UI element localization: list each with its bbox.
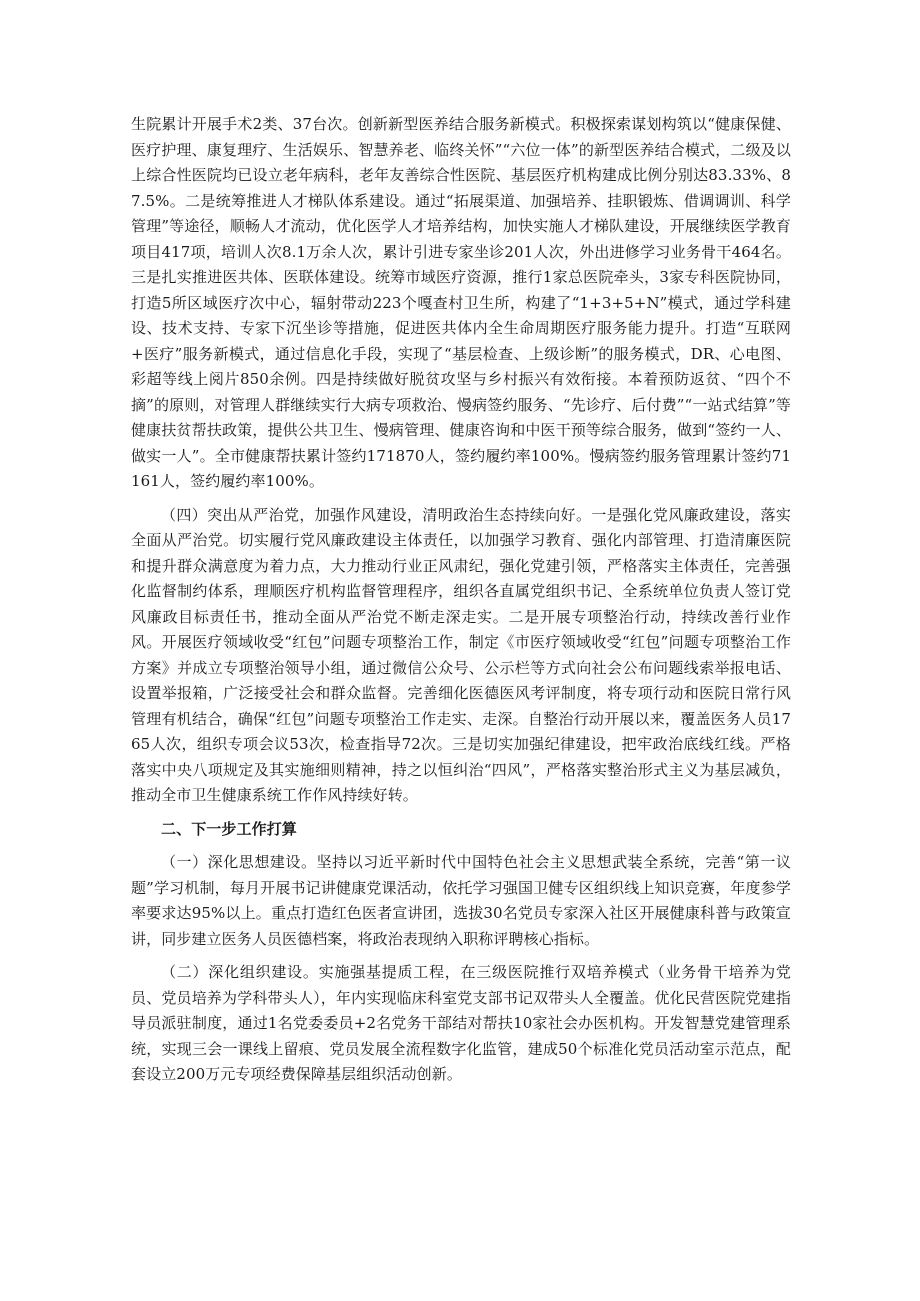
body-paragraph-4: （二）深化组织建设。实施强基提质工程，在三级医院推行双培养模式（业务骨干培养为党员、党员培养为学科带头人），年内实现临床科室党支部书记双带头人全覆盖。优化民营医院党建指导员派驻制度，通过1名党委委员+2名党务干部结对帮扶10家社会办医机构。开发智慧党建管理系统，实现三会一课线上留痕、党员发展全流程数字化监管，建成50个标准化党员活动室示范点，配套设立200万元专项经费保障基层组织活动创新。 xyxy=(131,963,791,1083)
body-paragraph-1: 生院累计开展手术2类、37台次。创新新型医养结合服务新模式。积极探索谋划构筑以“健康保健、医疗护理、康复理疗、生活娱乐、智慧养老、临终关怀”“六位一体”的新型医养结合模式，二级及以上综合性医院均已设立老年病科，老年友善综合性医院、基层医疗机构建成比例分别达83.33%、87.5%。二是统筹推进人才梯队体系建设。通过“拓展渠道、加强培养、挂职锻炼、借调调训、科学管理”等途径，顺畅人才流动，优化医学人才培养结构，加快实施人才梯队建设，开展继续医学教育项目417项，培训人次8.1万余人次，累计引进专家坐诊201人次，外出进修学习业务骨干464名。三是扎实推进医共体、医联体建设。统筹市域医疗资源，推行1家总医院牵头，3家专科医院协同，打造5所区域医疗次中心，辐射带动223个嘎查村卫生所，构建了“1+3+5+N”模式，通过学科建设、技术支持、专家下沉坐诊等措施，促进医共体内全生命周期医疗服务能力提升。打造“互联网+医疗”服务新模式，通过信息化手段，实现了“基层检查、上级诊断”的服务模式，DR、心电图、彩超等线上阅片850余例。四是持续做好脱贫攻坚与乡村振兴有效衔接。本着预防返贫、“四个不摘”的原则，对管理人群继续实行大病专项救治、慢病签约服务、“先诊疗、后付费”“一站式结算”等健康扶贫帮扶政策，提供公共卫生、慢病管理、健康咨询和中医干预等综合服务，做到“签约一人、做实一人”。全市健康帮扶累计签约171870人，签约履约率100%。慢病签约服务管理累计签约71161人，签约履约率100%。 xyxy=(131,115,791,490)
document-page xyxy=(131,112,791,1088)
body-paragraph-3: （一）深化思想建设。坚持以习近平新时代中国特色社会主义思想武装全系统，完善“第一议题”学习机制，每月开展书记讲健康党课活动，依托学习强国卫健专区组织线上知识竞赛，年度参学率要求达95%以上。重点打造红色医者宣讲团，选拔30名党员专家深入社区开展健康科普与政策宣讲，同步建立医务人员医德档案，将政治表现纳入职称评聘核心指标。 xyxy=(131,853,791,948)
body-paragraph-2: （四）突出从严治党，加强作风建设，清明政治生态持续向好。一是强化党风廉政建设，落实全面从严治党。切实履行党风廉政建设主体责任，以加强学习教育、强化内部管理、打造清廉医院和提升群众满意度为着力点，大力推动行业正风肃纪，强化党建引领，严格落实主体责任，完善强化监督制约体系，理顺医疗机构监督管理程序，组织各直属党组织书记、全系统单位负责人签订党风廉政目标责任书，推动全面从严治党不断走深走实。二是开展专项整治行动，持续改善行业作风。开展医疗领域收受“红包”问题专项整治工作，制定《市医疗领域收受“红包”问题专项整治工作方案》并成立专项整治领导小组，通过微信公众号、公示栏等方式向社会公布问题线索举报电话、设置举报箱，广泛接受社会和群众监督。完善细化医德医风考评制度，将专项行动和医院日常行风管理有机结合，确保“红包”问题专项整治工作走实、走深。自整治行动开展以来，覆盖医务人员1765人次，组织专项会议53次，检查指导72次。三是切实加强纪律建设，把牢政治底线红线。严格落实中央八项规定及其实施细则精神，持之以恒纠治“四风”，严格落实整治形式主义为基层减负，推动全市卫生健康系统工作作风持续好转。 xyxy=(131,505,791,804)
section-heading: 二、下一步工作打算 xyxy=(161,819,297,838)
